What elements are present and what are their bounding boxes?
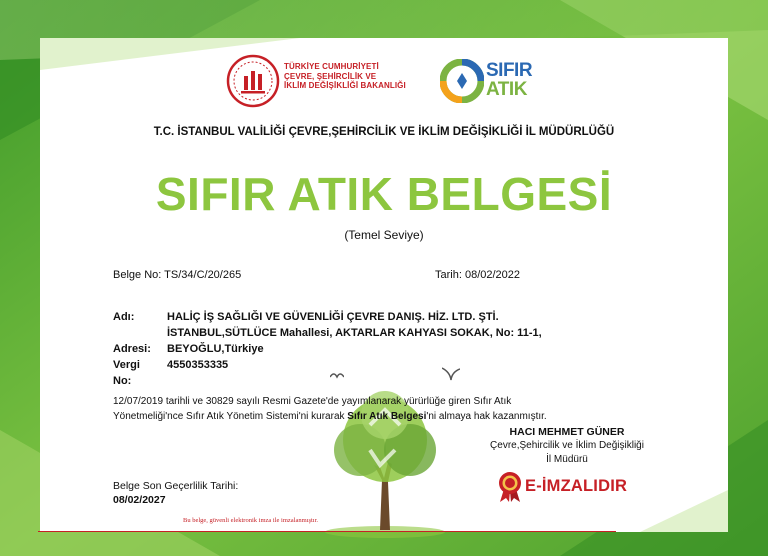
tax-number: 4550353335 bbox=[167, 359, 229, 371]
statement-certificate-name: Sıfır Atık Belgesi bbox=[347, 411, 427, 422]
zero-waste-word-1: SIFIR bbox=[486, 60, 533, 81]
statement-line-1: 12/07/2019 tarihli ve 30829 sayılı Resmi Gazete'de yayımlanarak yürürlüğe giren Sıfır Atık bbox=[113, 396, 512, 407]
name-label: Adı: bbox=[113, 311, 135, 323]
footnote: Bu belge, güvenli elektronik imza ile imzalanmıştır. bbox=[183, 517, 319, 524]
ministry-line-1: TÜRKİYE CUMHURİYETİ bbox=[284, 62, 379, 71]
e-signature-text: E-İMZALIDIR bbox=[525, 477, 628, 495]
header-logos bbox=[0, 52, 768, 112]
statement-line-2 bbox=[113, 409, 673, 424]
zero-waste-logo bbox=[440, 56, 550, 106]
certificate-statement bbox=[113, 394, 673, 424]
certificate-title: SIFIR ATIK BELGESİ bbox=[155, 168, 613, 220]
validity-label: Belge Son Geçerlilik Tarihi: bbox=[113, 480, 239, 492]
address-label: Adresi: bbox=[113, 343, 151, 355]
bird-icon bbox=[442, 366, 460, 382]
tax-label: Vergi No: bbox=[113, 359, 140, 387]
bird-icon bbox=[330, 371, 344, 381]
footer-divider bbox=[38, 531, 616, 532]
zero-waste-logo-icon bbox=[440, 59, 484, 103]
signatory bbox=[452, 425, 682, 467]
address-line-2: BEYOĞLU,Türkiye bbox=[167, 343, 264, 355]
signatory-name: HACI MEHMET GÜNER bbox=[509, 426, 625, 438]
company-name: HALİÇ İŞ SAĞLIĞI VE GÜVENLİĞİ ÇEVRE DANIŞ. HİZ. LTD. ŞTİ. bbox=[167, 311, 499, 323]
statement-line-2-end: 'ni almaya hak kazanmıştır. bbox=[426, 411, 547, 422]
signatory-title-2: İl Müdürü bbox=[546, 454, 588, 465]
zero-waste-word-2: ATIK bbox=[486, 79, 527, 100]
ministry-name bbox=[284, 62, 406, 91]
ministry-logo bbox=[226, 52, 426, 108]
seal-ribbon-icon bbox=[497, 471, 523, 503]
statement-line-2-start: Yönetmeliği'nce Sıfır Atık Yönetim Sistemi'ni kurarak bbox=[113, 411, 348, 422]
validity bbox=[113, 479, 238, 507]
validity-date: 08/02/2027 bbox=[113, 494, 166, 506]
e-signature-badge bbox=[497, 471, 637, 503]
signatory-title-1: Çevre,Şehircilik ve İklim Değişikliği bbox=[490, 440, 644, 451]
ministry-line-3: İKLİM DEĞİŞİKLİĞİ BAKANLIĞI bbox=[284, 81, 406, 90]
ministry-emblem-icon bbox=[226, 54, 280, 108]
issue-date: Tarih: 08/02/2022 bbox=[435, 269, 521, 281]
ministry-line-2: ÇEVRE, ŞEHİRCİLİK VE bbox=[284, 71, 377, 81]
certificate-level: (Temel Seviye) bbox=[344, 228, 424, 242]
address-line-1: İSTANBUL,SÜTLÜCE Mahallesi, AKTARLAR KAHYASI SOKAK, No: 11-1, bbox=[167, 327, 542, 339]
issuing-authority: T.C. İSTANBUL VALİLİĞİ ÇEVRE,ŞEHİRCİLİK VE İKLİM DEĞİŞİKLİĞİ İL MÜDÜRLÜĞÜ bbox=[153, 126, 615, 138]
certificate-number: Belge No: TS/34/C/20/265 bbox=[113, 269, 242, 281]
